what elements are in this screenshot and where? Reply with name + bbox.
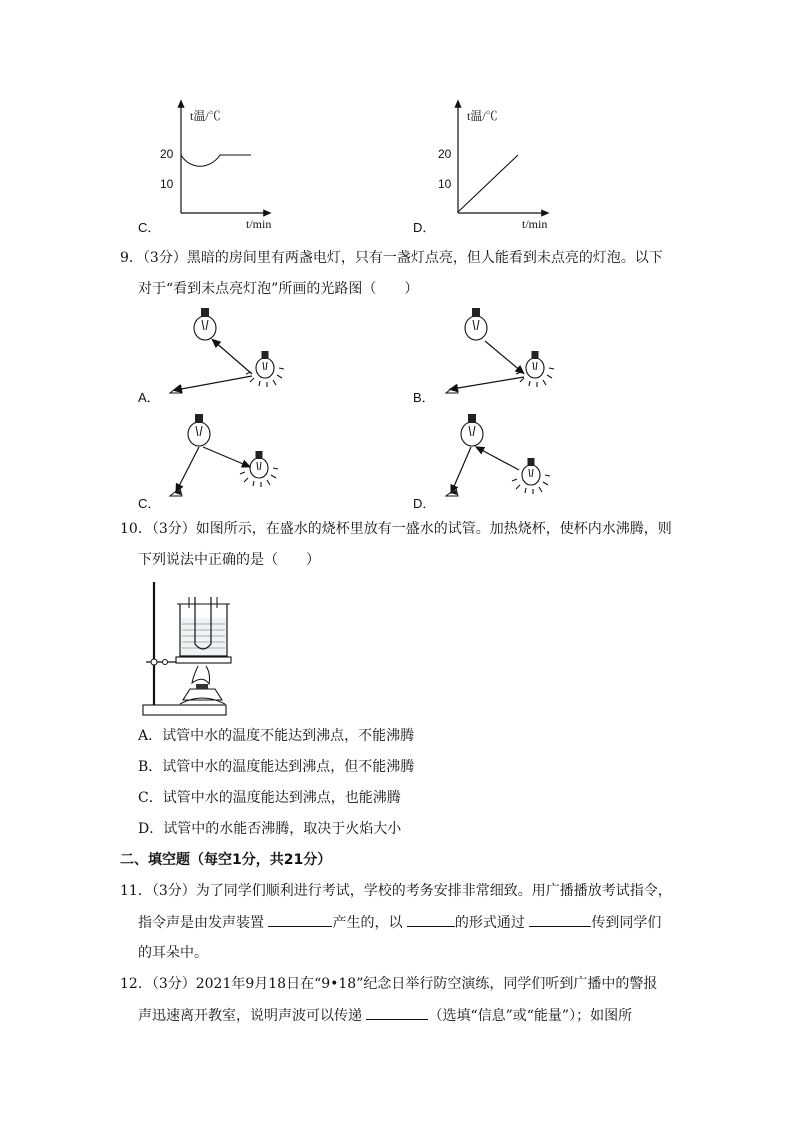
q9-option-c: C． bbox=[138, 496, 161, 511]
q11-text-d: 传到同学们 bbox=[591, 915, 662, 931]
q10-choice-c: C．试管中水的温度能达到沸点，也能沸腾 bbox=[138, 790, 401, 806]
q11-line1: 11．（3分）为了同学们顺利进行考试，学校的考务安排非常细致。用广播播放考试指令， bbox=[120, 883, 672, 899]
graph-d-tick-20: 20 bbox=[438, 147, 452, 161]
section2-title: 二、填空题（每空1分，共21分） bbox=[120, 852, 332, 868]
q9-line2: 对于“看到未点亮灯泡”所画的光路图（ ） bbox=[138, 281, 419, 297]
graph-d-option-label: D． bbox=[413, 220, 436, 235]
q11-blank-2[interactable] bbox=[407, 912, 455, 927]
graph-c-tick-20: 20 bbox=[160, 147, 174, 161]
q11-line2 bbox=[138, 912, 661, 933]
q10-choice-a: A．试管中水的温度不能达到沸点，不能沸腾 bbox=[138, 728, 415, 744]
q12-line1: 12．（3分）2021年9月18日在“9•18”纪念日举行防空演练，同学们听到广播中的警报 bbox=[120, 976, 658, 992]
q11-blank-3[interactable] bbox=[529, 912, 591, 927]
q11-text-a: 指令声是由发声装置 bbox=[138, 915, 269, 931]
q12-line2 bbox=[138, 1005, 632, 1026]
q11-blank-1[interactable] bbox=[268, 912, 332, 927]
q12-text-b: （选填“信息”或“能量”）；如图所 bbox=[428, 1008, 633, 1024]
q9-option-b: B． bbox=[413, 390, 435, 405]
q10-line2: 下列说法中正确的是（ ） bbox=[138, 552, 320, 568]
graph-c-tick-10: 10 bbox=[160, 177, 174, 191]
q10-choice-d: D．试管中的水能否沸腾，取决于火焰大小 bbox=[138, 821, 402, 837]
q10-choice-b: B．试管中水的温度能达到沸点，但不能沸腾 bbox=[138, 759, 415, 775]
q12-blank-1[interactable] bbox=[366, 1005, 428, 1020]
graph-c-xlabel: t/min bbox=[246, 217, 272, 231]
q12-text-a: 声迅速离开教室，说明声波可以传递 bbox=[138, 1008, 367, 1024]
q9-option-a: A． bbox=[138, 390, 160, 405]
q9-option-d: D． bbox=[413, 496, 436, 511]
q11-text-b: 产生的，以 bbox=[332, 915, 407, 931]
graph-d-ylabel: t温/℃ bbox=[467, 109, 498, 123]
q11-text-c: 的形式通过 bbox=[454, 915, 530, 931]
q9-line1: 9．（3分）黑暗的房间里有两盏电灯，只有一盏灯点亮，但人能看到未点亮的灯泡。以下 bbox=[120, 250, 663, 266]
graph-c-option-label: C． bbox=[138, 220, 161, 235]
q11-line3: 的耳朵中。 bbox=[138, 945, 208, 961]
q10-line1: 10．（3分）如图所示，在盛水的烧杯里放有一盛水的试管。加热烧杯，使杯内水沸腾，则 bbox=[120, 521, 672, 537]
graph-d-tick-10: 10 bbox=[438, 177, 452, 191]
graph-c-ylabel: t温/℃ bbox=[190, 109, 221, 123]
graph-d-xlabel: t/min bbox=[522, 217, 548, 231]
